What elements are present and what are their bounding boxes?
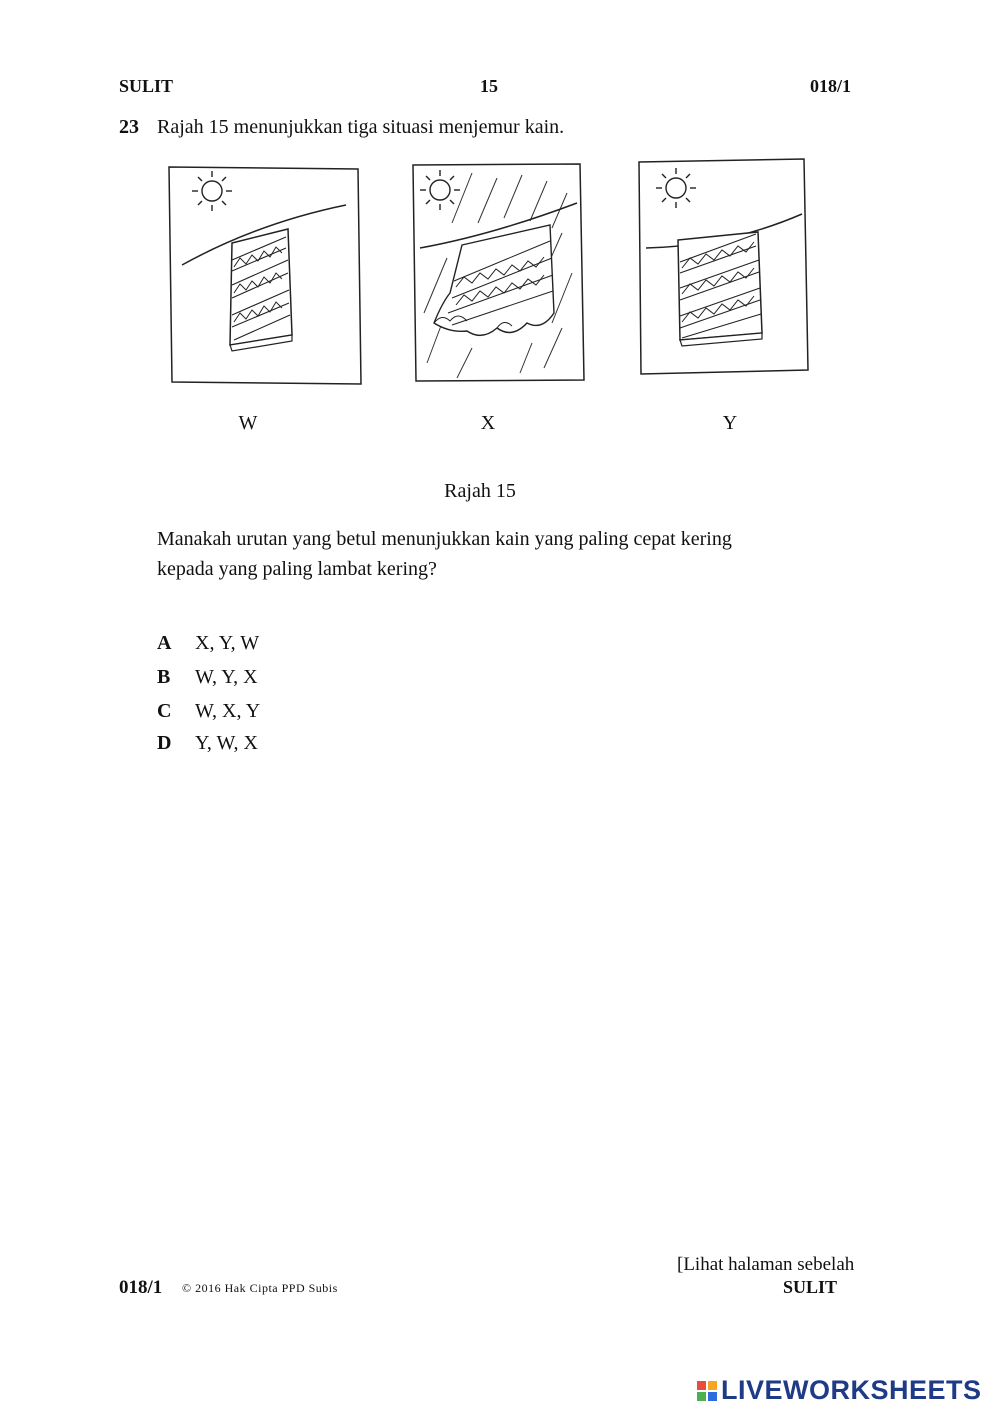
logo-square: [697, 1381, 706, 1390]
folded-cloth-icon: [678, 232, 762, 346]
brand-name: LIVEWORKSHEETS: [721, 1375, 982, 1405]
copyright-text: © 2016 Hak Cipta PPD Subis: [182, 1281, 338, 1295]
question-number: 23: [119, 116, 139, 138]
option-text: Y, W, X: [195, 732, 258, 754]
figure-panel-y: [638, 158, 810, 381]
option-a[interactable]: [157, 632, 259, 655]
header-code: 018/1: [810, 76, 852, 96]
panel-label-w: W: [238, 412, 258, 434]
panel-label-y: Y: [722, 412, 738, 434]
option-text: X, Y, W: [195, 632, 260, 654]
option-d[interactable]: [157, 732, 258, 755]
see-next-page: [Lihat halaman sebelah: [677, 1254, 855, 1275]
sun-icon: [420, 170, 460, 210]
sun-icon: [656, 168, 696, 208]
panel-label-x: X: [480, 412, 496, 434]
option-text: W, Y, X: [195, 666, 258, 688]
panel-w-drawing: [168, 165, 363, 387]
question-intro: Rajah 15 menunjukkan tiga situasi menjemur kain.: [157, 116, 565, 138]
question-stem-line-1: Manakah urutan yang betul menunjukkan kain yang paling cepat kering: [157, 528, 732, 550]
option-c[interactable]: [157, 700, 260, 723]
page-number: 15: [480, 76, 498, 96]
footer-code: 018/1: [119, 1277, 163, 1298]
option-text: W, X, Y: [195, 700, 261, 722]
figure-panel-w: [168, 165, 363, 392]
liveworksheets-brand[interactable]: [697, 1375, 982, 1406]
footer-sulit: SULIT: [783, 1277, 838, 1297]
option-letter: C: [157, 700, 172, 722]
option-letter: A: [157, 632, 172, 654]
figure-panel-x: [412, 163, 587, 388]
logo-square: [708, 1381, 717, 1390]
option-letter: D: [157, 732, 172, 754]
liveworksheets-logo-icon: [697, 1381, 717, 1401]
logo-square: [708, 1392, 717, 1401]
option-b[interactable]: [157, 666, 258, 689]
panel-x-drawing: [412, 163, 587, 383]
figure-caption: Rajah 15: [444, 480, 516, 502]
option-letter: B: [157, 666, 171, 688]
panel-y-drawing: [638, 158, 810, 376]
header-sulit: SULIT: [119, 76, 174, 96]
question-stem-line-2: kepada yang paling lambat kering?: [157, 558, 437, 580]
logo-square: [697, 1392, 706, 1401]
sun-icon: [192, 171, 232, 211]
folded-cloth-icon: [230, 229, 292, 351]
question-stem: [157, 524, 817, 584]
